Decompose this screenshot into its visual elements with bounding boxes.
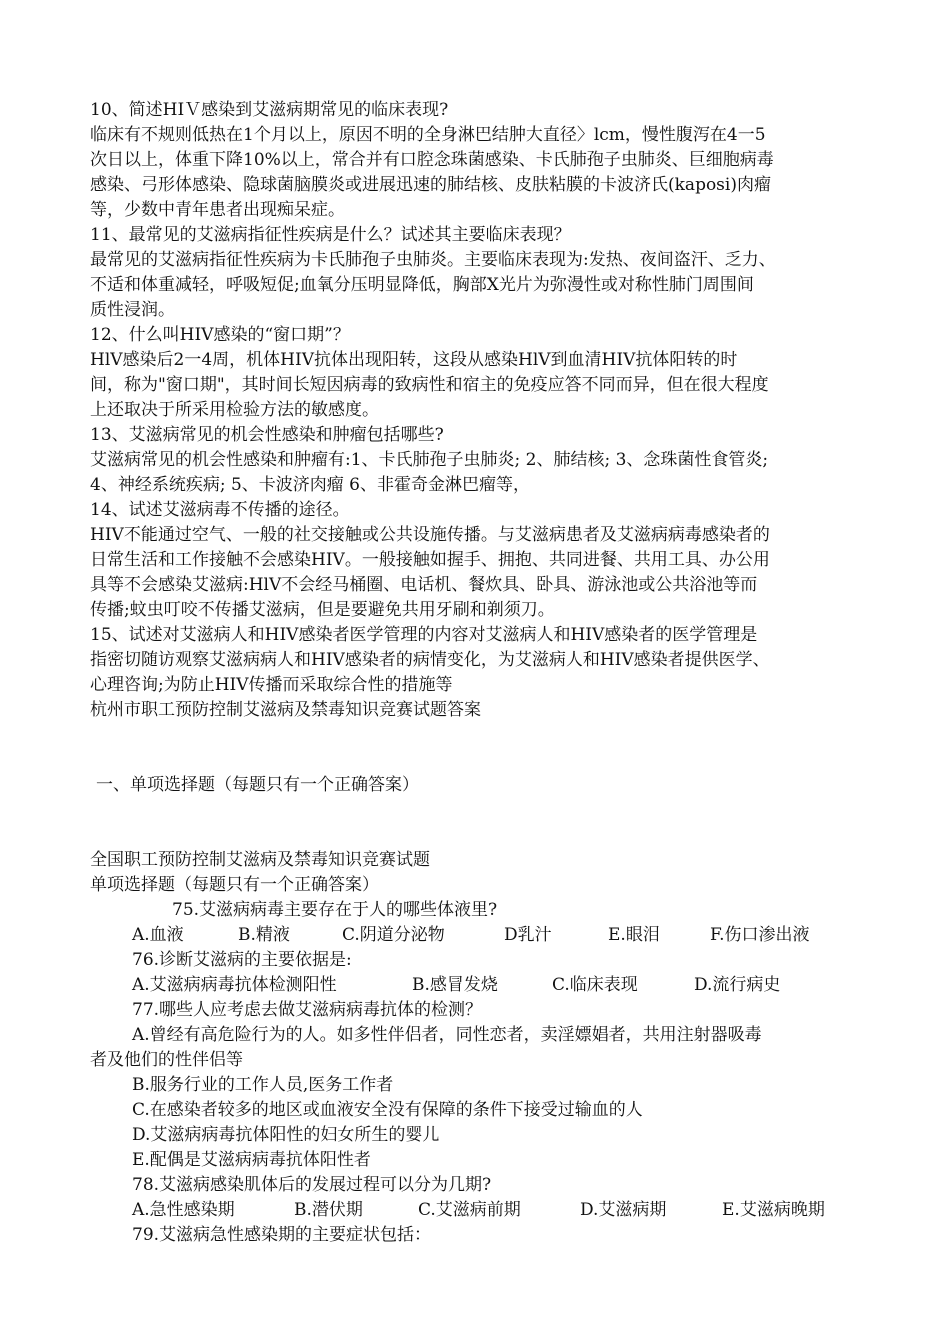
question-12: 12、什么叫HIV感染的“窗口期”？ bbox=[90, 325, 350, 345]
question-15-line-2: 指密切随访观察艾滋病病人和HIV感染者的病情变化，为艾滋病人和HIV感染者提供医学、 bbox=[90, 650, 770, 670]
question-77: 77.哪些人应考虑去做艾滋病病毒抗体的检测？ bbox=[132, 1000, 483, 1020]
answer-14-line-1: HIV不能通过空气、一般的社交接触或公共设施传播。与艾滋病患者及艾滋病病毒感染者的 bbox=[90, 525, 770, 545]
option-78-a: A.急性感染期 bbox=[132, 1200, 235, 1220]
question-78-options bbox=[90, 1198, 870, 1223]
option-76-d: D.流行病史 bbox=[694, 975, 781, 995]
option-75-e: E.眼泪 bbox=[608, 925, 660, 945]
option-78-c: C.艾滋病前期 bbox=[418, 1200, 521, 1220]
question-14: 14、试述艾滋病毒不传播的途径。 bbox=[90, 500, 350, 520]
question-79: 79.艾滋病急性感染期的主要症状包括： bbox=[132, 1225, 432, 1245]
option-75-a: A.血液 bbox=[132, 925, 184, 945]
answer-11-line-3: 质性浸润。 bbox=[90, 300, 175, 320]
option-77-a-line-2: 者及他们的性伴侣等 bbox=[90, 1050, 243, 1070]
answer-13-line-2: 4、神经系统疾病; 5、卡波济肉瘤 6、非霍奇金淋巴瘤等， bbox=[90, 475, 530, 495]
answer-11-line-1: 最常见的艾滋病指征性疾病为卡氏肺孢子虫肺炎。主要临床表现为:发热、夜间盗汗、乏力、 bbox=[90, 250, 776, 270]
option-78-e: E.艾滋病晚期 bbox=[722, 1200, 825, 1220]
answer-12-line-2: 间，称为"窗口期"，其时间长短因病毒的致病性和宿主的免疫应答不同而异，但在很大程度 bbox=[90, 375, 769, 395]
option-78-b: B.潜伏期 bbox=[294, 1200, 363, 1220]
option-75-b: B.精液 bbox=[238, 925, 290, 945]
question-76-options bbox=[90, 973, 870, 998]
answer-13-line-1: 艾滋病常见的机会性感染和肿瘤有:1、卡氏肺孢子虫肺炎; 2、肺结核; 3、念珠菌性食管炎; bbox=[90, 450, 769, 470]
option-78-d: D.艾滋病期 bbox=[580, 1200, 667, 1220]
option-77-a-line-1: A.曾经有高危险行为的人。如多性伴侣者，同性恋者，卖淫嫖娼者，共用注射器吸毒 bbox=[132, 1025, 762, 1045]
option-75-d: D乳汁 bbox=[504, 925, 552, 945]
section-heading-block bbox=[96, 773, 876, 798]
option-77-b: B.服务行业的工作人员,医务工作者 bbox=[132, 1075, 394, 1095]
option-77-c: C.在感染者较多的地区或血液安全没有保障的条件下接受过输血的人 bbox=[132, 1100, 643, 1120]
option-77-d: D.艾滋病病毒抗体阳性的妇女所生的婴儿 bbox=[132, 1125, 440, 1145]
answer-14-line-2: 日常生活和工作接触不会感染HIV。一般接触如握手、拥抱、共同进餐、共用工具、办公用 bbox=[90, 550, 770, 570]
answer-14-line-4: 传播;蚊虫叮咬不传播艾滋病，但是要避免共用牙刷和剃须刀。 bbox=[90, 600, 555, 620]
option-77-e: E.配偶是艾滋病病毒抗体阳性者 bbox=[132, 1150, 371, 1170]
option-75-c: C.阴道分泌物 bbox=[342, 925, 445, 945]
question-78: 78.艾滋病感染肌体后的发展过程可以分为几期? bbox=[132, 1175, 492, 1195]
qa-section bbox=[90, 98, 870, 723]
answer-10-line-1: 临床有不规则低热在1个月以上，原因不明的全身淋巴结肿大直径〉lcm，慢性腹泻在4一5 bbox=[90, 125, 766, 145]
answer-12-line-3: 上还取决于所采用检验方法的敏感度。 bbox=[90, 400, 379, 420]
answer-12-line-1: HlV感染后2一4周，机体HIV抗体出现阳转，这段从感染HlV到血清HIV抗体阳转的时 bbox=[90, 350, 738, 370]
question-11: 11、最常见的艾滋病指征性疾病是什么？试述其主要临床表现？ bbox=[90, 225, 571, 245]
answer-10-line-3: 感染、弓形体感染、隐球菌脑膜炎或进展迅速的肺结核、皮肤粘膜的卡波济氏(kaposi)肉瘤 bbox=[90, 175, 771, 195]
question-15-line-3: 心理咨询;为防止HIV传播而采取综合性的措施等 bbox=[90, 675, 453, 695]
national-quiz bbox=[90, 848, 870, 1248]
question-76: 76.诊断艾滋病的主要依据是: bbox=[132, 950, 352, 970]
answer-10-line-2: 次日以上，体重下降10%以上，常合并有口腔念珠菌感染、卡氏肺孢子虫肺炎、巨细胞病毒 bbox=[90, 150, 774, 170]
question-75-options bbox=[90, 923, 870, 948]
single-choice-note: 单项选择题（每题只有一个正确答案） bbox=[90, 875, 379, 895]
answer-11-line-2: 不适和体重减轻，呼吸短促;血氧分压明显降低，胸部X光片为弥漫性或对称性肺门周围间 bbox=[90, 275, 754, 295]
section-heading: 一、单项选择题（每题只有一个正确答案） bbox=[96, 775, 419, 795]
answer-10-line-4: 等，少数中青年患者出现痴呆症。 bbox=[90, 200, 345, 220]
national-title: 全国职工预防控制艾滋病及禁毒知识竞赛试题 bbox=[90, 850, 430, 870]
question-15-line-1: 15、试述对艾滋病人和HIV感染者医学管理的内容对艾滋病人和HIV感染者的医学管理是 bbox=[90, 625, 758, 645]
question-13: 13、艾滋病常见的机会性感染和肿瘤包括哪些? bbox=[90, 425, 444, 445]
option-76-b: B.感冒发烧 bbox=[412, 975, 498, 995]
answer-14-line-3: 具等不会感染艾滋病:HlV不会经马桶圈、电话机、餐炊具、卧具、游泳池或公共浴池等而 bbox=[90, 575, 758, 595]
option-75-f: F.伤口渗出液 bbox=[710, 925, 810, 945]
option-76-a: A.艾滋病病毒抗体检测阳性 bbox=[132, 975, 337, 995]
question-75: 75.艾滋病病毒主要存在于人的哪些体液里? bbox=[172, 900, 498, 920]
answer-title: 杭州市职工预防控制艾滋病及禁毒知识竞赛试题答案 bbox=[90, 700, 481, 720]
option-76-c: C.临床表现 bbox=[552, 975, 638, 995]
question-10: 10、简述HIＶ感染到艾滋病期常见的临床表现? bbox=[90, 100, 449, 120]
